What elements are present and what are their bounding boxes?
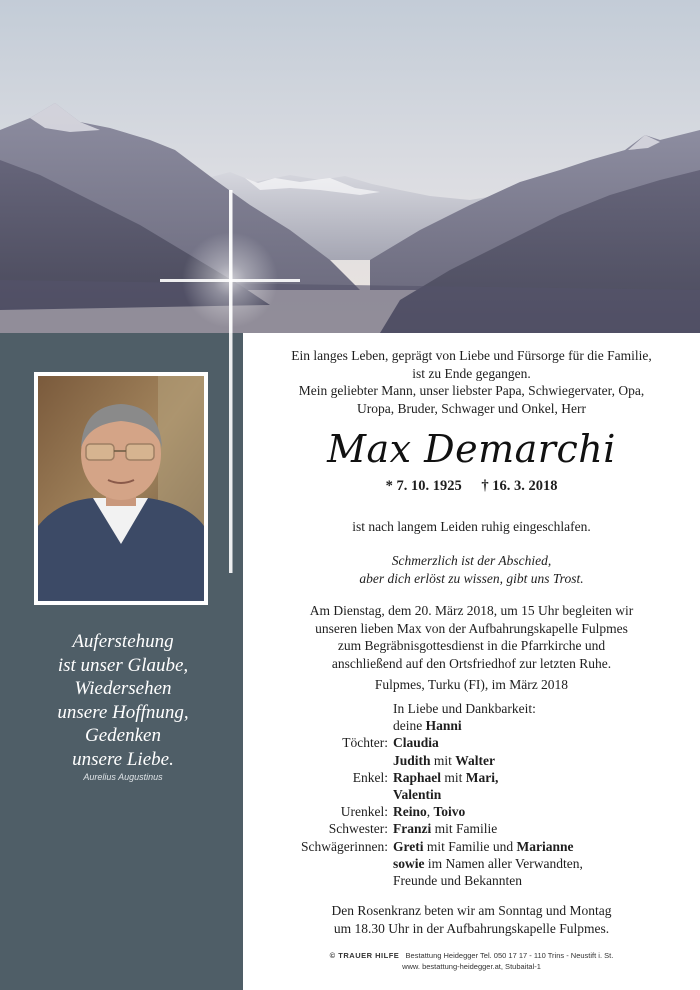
sister-name: Franzi xyxy=(393,821,432,837)
with-text: mit xyxy=(430,752,456,768)
grandchildren-label: Enkel: xyxy=(352,769,388,785)
mourners-row xyxy=(243,717,700,734)
mourners-row xyxy=(243,752,700,769)
daughters-label: Töchter: xyxy=(342,735,388,751)
quote-author: Aurelius Augustinus xyxy=(83,772,163,782)
mourners-row xyxy=(243,786,700,803)
footer-line1: Bestattung Heidegger Tel. 050 17 17 - 110 Trins - Neustift i. St. xyxy=(405,951,614,960)
quote-line: Auferstehung xyxy=(72,631,174,652)
rosary-line: Den Rosenkranz beten wir am Sonntag und Montag xyxy=(331,903,612,918)
sister-in-law-name: Marianne xyxy=(516,838,574,854)
mourners-row xyxy=(243,700,700,717)
great-grandchildren-label: Urenkel: xyxy=(340,804,388,820)
quote-line: unsere Liebe. xyxy=(72,748,174,770)
sister-suffix: mit Familie xyxy=(431,821,498,837)
intro-line: Uropa, Bruder, Schwager und Onkel, Herr xyxy=(357,400,586,416)
funeral-line: zum Begräbnisgottesdienst in die Pfarrkirche und xyxy=(337,638,606,653)
mourners-row xyxy=(243,872,700,889)
wife-name: Hanni xyxy=(425,718,462,734)
verse-line: Schmerzlich ist der Abschied, xyxy=(391,553,552,568)
wife-prefix: deine xyxy=(393,718,426,734)
place-date: Fulpmes, Turku (FI), im März 2018 xyxy=(374,677,569,692)
funeral-line: Am Dienstag, dem 20. März 2018, um 15 Uhr begleiten wir xyxy=(309,603,634,618)
sil-mid-text: mit Familie und xyxy=(423,838,517,854)
mourners-row xyxy=(243,838,700,855)
with-text: mit xyxy=(441,769,466,785)
grandchild-name: Raphael xyxy=(393,769,442,785)
mourners-row xyxy=(243,769,700,786)
cross-beam-overlay xyxy=(229,333,233,573)
mourners-row xyxy=(243,734,700,751)
great-grandchild-name: Reino xyxy=(393,804,427,820)
quote-line: Gedenken xyxy=(85,725,161,746)
sowie-text: sowie xyxy=(393,855,425,871)
intro-line: ist zu Ende gegangen. xyxy=(412,365,531,381)
intro-paragraph xyxy=(243,347,700,417)
mourners-row xyxy=(243,803,700,820)
sister-in-law-name: Greti xyxy=(393,838,424,854)
friends-text: Freunde und Bekannten xyxy=(393,873,522,889)
rosary-line: um 18.30 Uhr in der Aufbahrungskapelle Fulpmes. xyxy=(333,920,610,936)
daughter-name: Judith xyxy=(393,752,431,768)
footer-credits xyxy=(243,950,700,972)
mourners-row xyxy=(243,820,700,837)
memorial-quote xyxy=(10,630,236,771)
funeral-announcement xyxy=(243,602,700,672)
comma-text: , xyxy=(426,804,434,820)
partner-name: Mari, xyxy=(465,769,499,785)
verse xyxy=(243,552,700,587)
intro-line: Mein geliebter Mann, unser liebster Papa, Schwiegervater, Opa, xyxy=(298,383,645,398)
partner-name: Walter xyxy=(455,752,496,768)
portrait-photo xyxy=(34,372,208,605)
grandchild-name: Valentin xyxy=(393,787,442,803)
quote-line: ist unser Glaube, xyxy=(57,654,189,676)
death-date: † 16. 3. 2018 xyxy=(481,478,558,494)
verse-line: aber dich erlöst zu wissen, gibt uns Trost. xyxy=(359,570,584,586)
mourners-row xyxy=(243,855,700,872)
rosary-note xyxy=(243,902,700,937)
mourners-list xyxy=(243,700,700,889)
birth-date: * 7. 10. 1925 xyxy=(385,478,462,494)
quote-line: Wiedersehen xyxy=(74,678,172,699)
funeral-line: unseren lieben Max von der Aufbahrungskapelle Fulpmes xyxy=(315,620,628,636)
mountain-landscape-image xyxy=(0,0,700,333)
great-grandchild-name: Toivo xyxy=(433,804,466,820)
mourners-intro: In Liebe und Dankbarkeit: xyxy=(393,701,536,716)
intro-line: Ein langes Leben, geprägt von Liebe und Fürsorge für die Familie, xyxy=(291,348,652,363)
sister-label: Schwester: xyxy=(328,821,388,837)
daughter-name: Claudia xyxy=(393,735,439,751)
deceased-name: Max Demarchi xyxy=(327,427,616,471)
sisters-in-law-label: Schwägerinnen: xyxy=(301,838,388,854)
footer-line2: www. bestattung-heidegger.at, Stubaital-1 xyxy=(402,962,541,971)
life-dates xyxy=(243,478,700,495)
relatives-text: im Namen aller Verwandten, xyxy=(424,855,583,871)
trauerhilfe-logo: © TRAUER HILFE xyxy=(329,951,400,960)
passing-statement: ist nach langem Leiden ruhig eingeschlafen. xyxy=(352,519,591,534)
funeral-line: anschließend auf den Ortsfriedhof zur letzten Ruhe. xyxy=(331,655,612,671)
quote-line: unsere Hoffnung, xyxy=(57,701,189,723)
